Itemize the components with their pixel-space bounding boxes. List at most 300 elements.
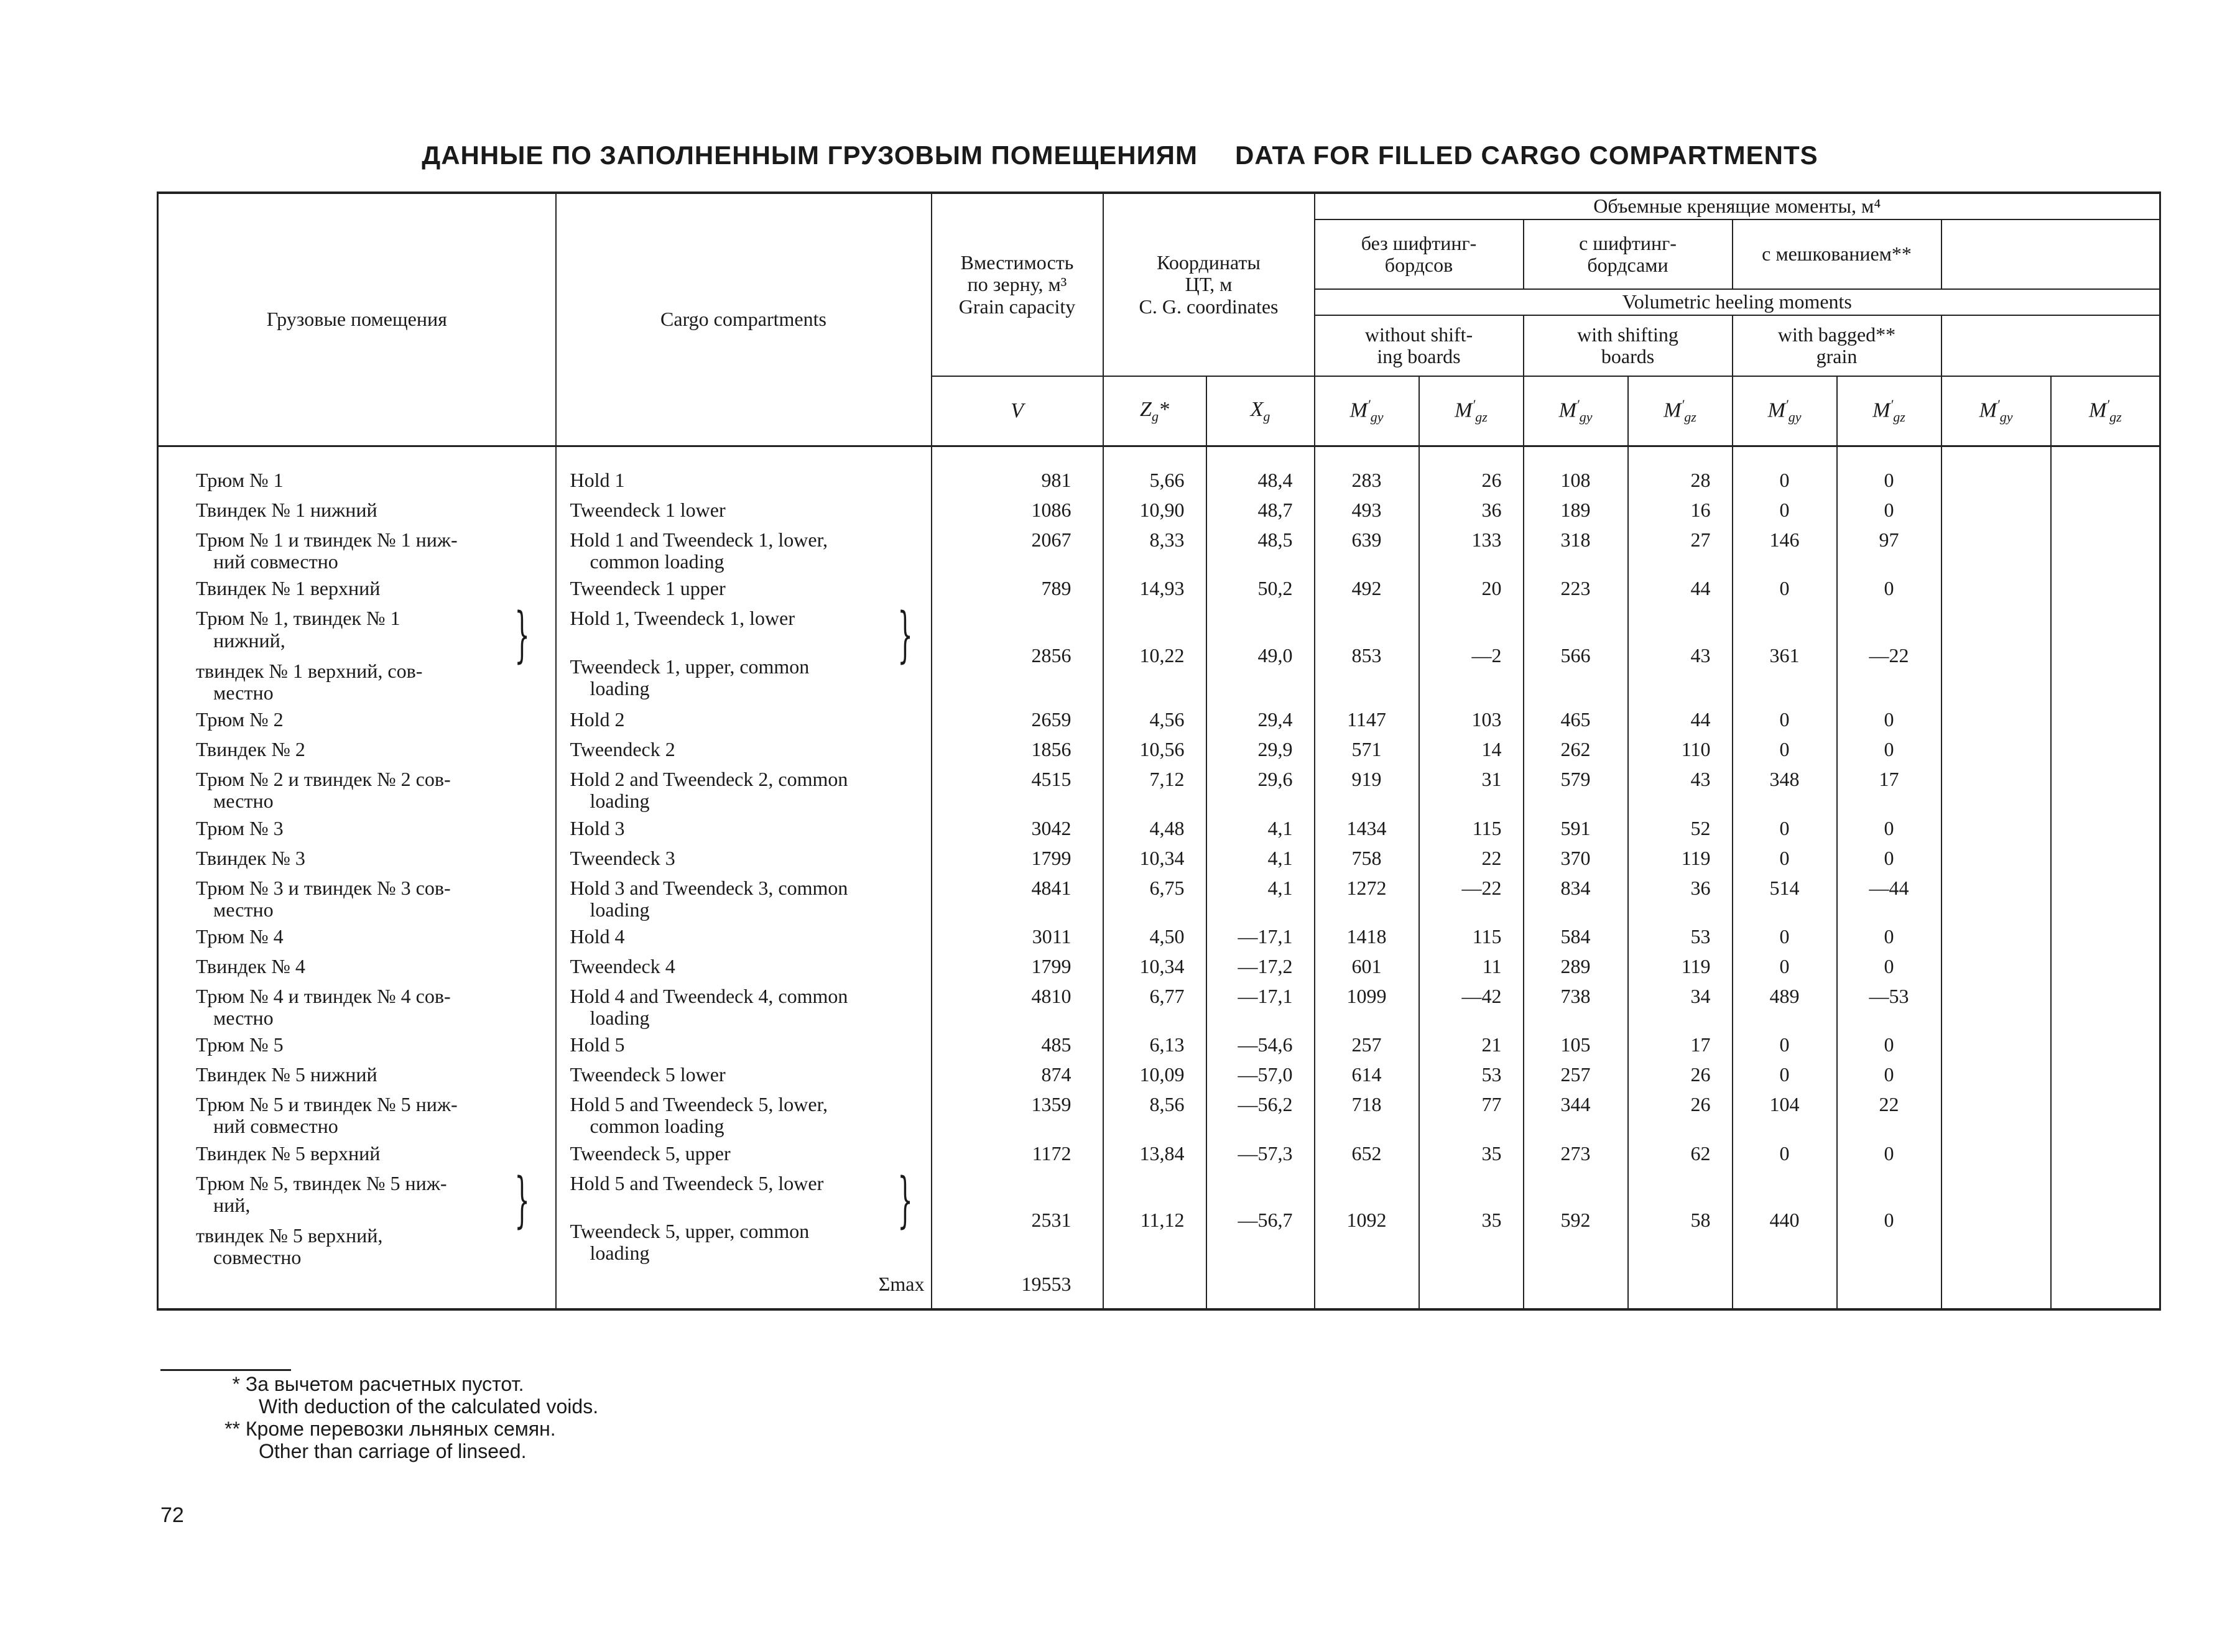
cell-m1-gy: 283 [1315,446,1419,495]
cell-m3-gy: 0 [1733,704,1837,734]
cell-m3-gz: 0 [1837,951,1941,981]
footnote-rule [160,1369,291,1371]
cell-m2-gy: 370 [1524,842,1628,872]
table-row [158,602,2160,704]
table-row [158,813,2160,842]
symbol-xg: $X_g$ [1206,376,1315,446]
cell-compartment-en [556,951,932,981]
cell-compartment-ru [158,494,556,524]
cell-compartment-en [556,1138,932,1168]
compartment-en-line: Tweendeck 4 [570,954,675,977]
cell-m1-gy: 601 [1315,951,1419,981]
cell-m2-gz: 26 [1628,1089,1733,1137]
cell-compartment-en [556,842,932,872]
cell-m3-gz: 0 [1837,573,1941,602]
title-ru: ДАННЫЕ ПО ЗАПОЛНЕННЫМ ГРУЗОВЫМ ПОМЕЩЕНИЯМ [422,141,1198,170]
cell-xg: —17,1 [1206,921,1315,951]
cell-m1-gz: 133 [1419,524,1524,573]
cell-empty [2051,1029,2160,1059]
cell-m1-gz: 14 [1419,734,1524,764]
cell-m2-gy: 108 [1524,446,1628,495]
cell-zg: 14,93 [1103,573,1206,602]
cell-capacity: 1799 [932,951,1103,981]
cell-zg: 10,09 [1103,1059,1206,1089]
cell-empty [1941,704,2051,734]
cell-m2-gz: 110 [1628,734,1733,764]
compartment-en-line: Hold 3 [570,816,625,839]
cell-m3-gz: 97 [1837,524,1941,573]
compartment-ru-line: Трюм № 5 [196,1033,284,1056]
cell-zg: 6,77 [1103,981,1206,1029]
compartment-en-line: loading [590,898,650,921]
header-g2-ru: с шифтинг- бордсами [1524,219,1733,289]
compartment-ru-line: Твиндек № 5 нижний [196,1063,377,1086]
cell-m1-gz: 103 [1419,704,1524,734]
cell-m2-gy: 592 [1524,1168,1628,1269]
cell-m2-gy: 257 [1524,1059,1628,1089]
compartment-ru-line: нижний, [213,629,285,652]
header-capacity: Вместимость по зерну, м³ Grain capacity [932,193,1103,376]
compartment-ru-line: местно [213,681,274,704]
symbol-m1-gz: $M'_{gz}$ [1419,376,1524,446]
table-row [158,1168,2160,1269]
cell-capacity: 1799 [932,842,1103,872]
cell-zg: 8,33 [1103,524,1206,573]
header-g1-ru: без шифтинг- бордсов [1315,219,1524,289]
cell-m3-gz: —22 [1837,602,1941,704]
cell-m1-gy: 652 [1315,1138,1419,1168]
cell-m3-gz: 0 [1837,1029,1941,1059]
cell-zg: 11,12 [1103,1168,1206,1269]
compartment-ru-line: совместно [213,1246,302,1269]
cell-m1-gy: 571 [1315,734,1419,764]
compartment-en-line: Hold 1 and Tweendeck 1, lower, [570,528,828,551]
compartment-ru-line: Твиндек № 1 верхний [196,577,381,600]
table-row [158,951,2160,981]
cell-compartment-ru [158,602,556,704]
cell-xg: —56,2 [1206,1089,1315,1137]
cell-m3-gy: 0 [1733,1059,1837,1089]
cell-empty [1941,573,2051,602]
sum-label: Σmax [556,1268,932,1309]
cell-m1-gz: —22 [1419,872,1524,921]
compartment-en-line: Hold 4 and Tweendeck 4, common [570,984,848,1007]
cell-zg: 4,50 [1103,921,1206,951]
compartment-en-line: loading [590,676,650,699]
compartment-ru-line: Трюм № 2 и твиндек № 2 сов- [196,768,451,791]
cell-empty [2051,921,2160,951]
table-row [158,573,2160,602]
compartment-ru-line: Трюм № 5, твиндек № 5 ниж- [196,1171,447,1194]
cell-m1-gy: 1092 [1315,1168,1419,1269]
cell-compartment-ru [158,1089,556,1137]
cell-m3-gy: 361 [1733,602,1837,704]
cell-m2-gz: 53 [1628,921,1733,951]
cell-m2-gy: 738 [1524,981,1628,1029]
cell-capacity: 2531 [932,1168,1103,1269]
header-moments-en: Volumetric heeling moments [1315,289,2160,315]
table-row [158,734,2160,764]
cell-empty [1941,1268,2051,1309]
header-g4-ru-empty [1941,219,2160,289]
compartment-ru-line: Трюм № 5 и твиндек № 5 ниж- [196,1093,458,1116]
compartment-ru-line: местно [213,1007,274,1030]
cell-m1-gy: 492 [1315,573,1419,602]
cell-m1-gz: 36 [1419,494,1524,524]
cell-empty [1733,1268,1837,1309]
cell-m3-gy: 0 [1733,1029,1837,1059]
cell-empty [1941,1029,2051,1059]
cell-m2-gy: 566 [1524,602,1628,704]
cell-empty [1941,981,2051,1029]
cell-compartment-en [556,872,932,921]
compartment-ru-line: твиндек № 1 верхний, сов- [196,659,423,682]
cell-m1-gz: 31 [1419,764,1524,812]
compartment-ru-line: Твиндек № 2 [196,738,305,761]
compartment-en-line: Hold 5 [570,1033,625,1056]
cell-m2-gz: 43 [1628,764,1733,812]
cell-m2-gz: 26 [1628,1059,1733,1089]
cell-compartment-ru [158,446,556,495]
cell-zg: 4,48 [1103,813,1206,842]
compartment-ru-line: Трюм № 3 и твиндек № 3 сов- [196,876,451,899]
cargo-table [157,192,2161,1311]
cell-compartment-en [556,494,932,524]
cell-empty [1941,842,2051,872]
cell-empty [2051,1268,2160,1309]
page-title [0,141,2240,170]
cell-empty [1941,494,2051,524]
cell-empty [1103,1268,1206,1309]
cell-capacity: 1359 [932,1089,1103,1137]
cell-m2-gz: 119 [1628,951,1733,981]
cell-compartment-ru [158,981,556,1029]
cell-compartment-ru [158,1165,556,1269]
table-row [158,524,2160,573]
cell-m3-gy: 104 [1733,1089,1837,1137]
cell-compartment-en [556,981,932,1029]
cell-empty [1315,1268,1419,1309]
table-row [158,1029,2160,1059]
brace-right-icon: } [897,1165,914,1235]
cell-compartment-ru [158,524,556,573]
cell-empty [2051,981,2160,1029]
compartment-en-line: Hold 2 and Tweendeck 2, common [570,768,848,791]
symbol-m2-gz: $M'_{gz}$ [1628,376,1733,446]
cell-m1-gy: 1418 [1315,921,1419,951]
cell-xg: 48,4 [1206,446,1315,495]
compartment-en-line: Tweendeck 5, upper, common [570,1219,810,1242]
symbol-m3-gy: $M'_{gy}$ [1733,376,1837,446]
compartment-ru-line: Трюм № 4 и твиндек № 4 сов- [196,984,451,1007]
table-row [158,872,2160,921]
table-row [158,494,2160,524]
cell-m1-gz: —2 [1419,602,1524,704]
cell-m3-gy: 146 [1733,524,1837,573]
cell-m1-gz: —42 [1419,981,1524,1029]
cell-empty [2051,813,2160,842]
cell-compartment-ru [158,921,556,951]
cell-empty [1941,921,2051,951]
cell-m2-gy: 223 [1524,573,1628,602]
cell-m1-gy: 1147 [1315,704,1419,734]
cell-xg: 29,9 [1206,734,1315,764]
cell-xg: 29,4 [1206,704,1315,734]
cell-zg: 5,66 [1103,446,1206,495]
table-row [158,921,2160,951]
compartment-ru-line: местно [213,898,274,921]
table-row [158,842,2160,872]
header-coordinates: Координаты ЦТ, м C. G. coordinates [1103,193,1315,376]
cell-m2-gz: 34 [1628,981,1733,1029]
cell-m3-gz: 0 [1837,704,1941,734]
cell-empty [2051,1059,2160,1089]
cell-m2-gy: 105 [1524,1029,1628,1059]
cell-xg: —17,1 [1206,981,1315,1029]
cell-zg: 10,34 [1103,951,1206,981]
sum-value: 19553 [932,1268,1103,1309]
cell-m3-gy: 0 [1733,1138,1837,1168]
cell-m1-gz: 53 [1419,1059,1524,1089]
cell-m1-gy: 639 [1315,524,1419,573]
cell-m1-gy: 718 [1315,1089,1419,1137]
compartment-en-line: loading [590,1007,650,1030]
cell-m1-gy: 257 [1315,1029,1419,1059]
cell-zg: 10,90 [1103,494,1206,524]
cell-compartment-ru [158,813,556,842]
cell-m2-gz: 44 [1628,704,1733,734]
compartment-en-line: Tweendeck 1, upper, common [570,655,810,678]
page-number: 72 [160,1503,184,1527]
cell-empty [2051,951,2160,981]
cell-compartment-ru [158,872,556,921]
cell-empty [2051,872,2160,921]
cell-m1-gy: 853 [1315,602,1419,704]
cell-compartment-en [556,573,932,602]
header-compartments-ru: Грузовые помещения [158,193,556,446]
compartment-ru-line: Трюм № 1 [196,469,284,491]
compartment-ru-line: местно [213,790,274,813]
cell-m3-gz: 0 [1837,813,1941,842]
cell-m2-gy: 289 [1524,951,1628,981]
cell-empty [1941,524,2051,573]
cell-xg: 29,6 [1206,764,1315,812]
cell-zg: 4,56 [1103,704,1206,734]
cell-capacity: 2856 [932,602,1103,704]
compartment-ru-line: Трюм № 2 [196,708,284,731]
compartment-en-line: Tweendeck 3 [570,846,675,869]
cell-compartment-en [556,704,932,734]
cell-m3-gz: 0 [1837,1168,1941,1269]
symbol-m4-gy: $M'_{gy}$ [1941,376,2051,446]
cell-capacity: 485 [932,1029,1103,1059]
cell-m3-gz: 0 [1837,1059,1941,1089]
cell-empty [1941,813,2051,842]
cell-m2-gz: 28 [1628,446,1733,495]
cell-compartment-en [556,813,932,842]
cell-m3-gy: 489 [1733,981,1837,1029]
cell-m3-gz: 17 [1837,764,1941,812]
cell-m3-gy: 348 [1733,764,1837,812]
cell-m2-gy: 273 [1524,1138,1628,1168]
compartment-en-line: Hold 2 [570,708,625,731]
compartment-en-line: loading [590,790,650,813]
cell-empty [2051,494,2160,524]
cell-m3-gy: 0 [1733,813,1837,842]
compartment-en-line: Hold 5 and Tweendeck 5, lower [570,1171,824,1194]
cell-m2-gz: 16 [1628,494,1733,524]
symbol-m4-gz: $M'_{gz}$ [2051,376,2160,446]
cell-empty [2051,1168,2160,1269]
cell-m3-gy: 440 [1733,1168,1837,1269]
compartment-ru-line: Трюм № 1 и твиндек № 1 ниж- [196,528,458,551]
cell-m2-gy: 344 [1524,1089,1628,1137]
table-row [158,1059,2160,1089]
cell-m1-gz: 115 [1419,921,1524,951]
cell-m3-gz: 0 [1837,921,1941,951]
cell-m1-gz: 21 [1419,1029,1524,1059]
cell-m3-gz: —44 [1837,872,1941,921]
cell-compartment-ru [158,704,556,734]
compartment-ru-line: Твиндек № 3 [196,846,305,869]
cell-compartment-ru [158,573,556,602]
compartment-ru-line: Твиндек № 4 [196,954,305,977]
cell-m1-gy: 919 [1315,764,1419,812]
cell-compartment-en [556,921,932,951]
cell-capacity: 3042 [932,813,1103,842]
cell-compartment-ru [158,951,556,981]
compartment-en-line: common loading [590,550,724,573]
table-row [158,981,2160,1029]
brace-right-icon: } [897,600,914,670]
brace-right-icon: } [514,600,530,670]
cell-m2-gz: 36 [1628,872,1733,921]
header-g2-en: with shifting boards [1524,315,1733,376]
cell-m1-gz: 115 [1419,813,1524,842]
compartment-ru-line: Трюм № 1, твиндек № 1 [196,607,400,630]
cell-compartment-ru [158,734,556,764]
header-g1-en: without shift- ing boards [1315,315,1524,376]
cell-empty [1941,734,2051,764]
compartment-en-line: Hold 5 and Tweendeck 5, lower, [570,1093,828,1116]
cell-xg: —17,2 [1206,951,1315,981]
compartment-en-line: Tweendeck 1 upper [570,577,726,600]
footnotes [160,1373,598,1462]
compartment-ru-line: ний совместно [213,1115,338,1138]
cell-xg: 48,5 [1206,524,1315,573]
cell-xg: —54,6 [1206,1029,1315,1059]
title-en: DATA FOR FILLED CARGO COMPARTMENTS [1234,141,1818,170]
cell-empty [2051,704,2160,734]
cell-capacity: 1172 [932,1138,1103,1168]
cell-empty [2051,842,2160,872]
cell-m2-gy: 579 [1524,764,1628,812]
footnote-1-ru: * За вычетом расчетных пустот. [232,1373,524,1395]
cell-xg: 48,7 [1206,494,1315,524]
compartment-en-line: Hold 3 and Tweendeck 3, common [570,876,848,899]
footnote-2-en: Other than carriage of linseed. [259,1440,527,1462]
cell-zg: 7,12 [1103,764,1206,812]
cell-m1-gz: 77 [1419,1089,1524,1137]
cell-compartment-en [556,1165,932,1269]
cell-m1-gz: 11 [1419,951,1524,981]
compartment-ru-line: Трюм № 4 [196,925,284,948]
cell-xg: —57,0 [1206,1059,1315,1089]
symbol-v: V [932,376,1103,446]
compartment-en-line: common loading [590,1115,724,1138]
cell-m1-gz: 35 [1419,1168,1524,1269]
cell-empty [1524,1268,1628,1309]
compartment-ru-line: Трюм № 3 [196,816,284,839]
cell-empty [1941,1059,2051,1089]
cell-m3-gy: 514 [1733,872,1837,921]
cell-m1-gy: 493 [1315,494,1419,524]
cell-capacity: 1856 [932,734,1103,764]
compartment-en-line: Tweendeck 2 [570,738,675,761]
cell-zg: 13,84 [1103,1138,1206,1168]
cell-m3-gz: 0 [1837,494,1941,524]
sum-row [158,1268,2160,1309]
cell-empty [1941,446,2051,495]
compartment-en-line: Tweendeck 5, upper [570,1142,731,1165]
cell-m2-gz: 119 [1628,842,1733,872]
cell-compartment-en [556,734,932,764]
cell-m2-gy: 834 [1524,872,1628,921]
cell-empty [2051,602,2160,704]
cell-m2-gy: 262 [1524,734,1628,764]
cargo-table-wrapper [157,192,2122,1311]
cell-m3-gz: —53 [1837,981,1941,1029]
compartment-ru-line: Твиндек № 1 нижний [196,499,377,521]
cell-empty [1837,1268,1941,1309]
cell-m3-gz: 0 [1837,842,1941,872]
compartment-en-line: Tweendeck 5 lower [570,1063,726,1086]
cell-m2-gz: 52 [1628,813,1733,842]
compartment-en-line: Hold 4 [570,925,625,948]
cell-empty [1941,951,2051,981]
compartment-ru-line: ний, [213,1193,251,1216]
cell-m2-gz: 44 [1628,573,1733,602]
cell-m3-gz: 22 [1837,1089,1941,1137]
cell-xg: 49,0 [1206,602,1315,704]
cell-compartment-ru [158,1029,556,1059]
cell-empty [1419,1268,1524,1309]
cell-capacity: 4841 [932,872,1103,921]
cell-m3-gy: 0 [1733,951,1837,981]
cell-capacity: 4515 [932,764,1103,812]
cell-m2-gy: 189 [1524,494,1628,524]
cell-empty [1941,872,2051,921]
table-row [158,704,2160,734]
cell-empty [1628,1268,1733,1309]
footnote-2-ru: ** Кроме перевозки льняных семян. [224,1418,556,1440]
cell-compartment-ru [158,842,556,872]
symbol-m2-gy: $M'_{gy}$ [1524,376,1628,446]
compartment-en-line: Tweendeck 1 lower [570,499,726,521]
cell-empty [2051,1138,2160,1168]
cell-m1-gy: 758 [1315,842,1419,872]
cell-empty [1941,1138,2051,1168]
compartment-en-line: Hold 1, Tweendeck 1, lower [570,607,795,630]
cell-xg: 50,2 [1206,573,1315,602]
cell-empty [158,1268,556,1309]
cell-compartment-ru [158,764,556,812]
cell-empty [2051,446,2160,495]
cell-m3-gy: 0 [1733,734,1837,764]
cell-compartment-en [556,524,932,573]
compartment-ru-line: твиндек № 5 верхний, [196,1224,383,1247]
symbol-m1-gy: $M'_{gy}$ [1315,376,1419,446]
